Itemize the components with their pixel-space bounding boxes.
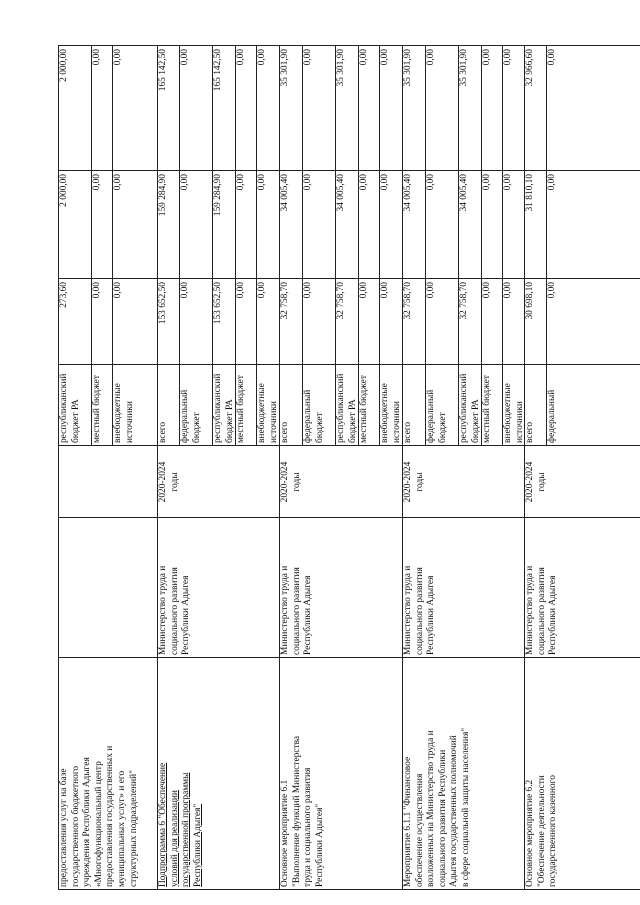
source-label: федеральный (547, 389, 557, 443)
value-2020: 0,00 (257, 282, 267, 299)
value-2021: 0,00 (180, 174, 190, 191)
column-border (58, 889, 640, 890)
value-2021: 0,00 (547, 174, 557, 191)
value-2022: 35 301,90 (336, 49, 346, 87)
value-2020: 30 698,10 (525, 282, 535, 320)
value-2021: 159 284,90 (213, 174, 223, 217)
executor-line: Министерство труда и (158, 565, 168, 655)
source-label: всего (403, 421, 413, 443)
value-2020: 0,00 (303, 282, 313, 299)
source-label: местный бюджет (92, 375, 102, 443)
value-2021: 0,00 (482, 174, 492, 191)
value-2020: 32 758,70 (403, 282, 413, 320)
measure-name-line: структурных подразделений" (128, 770, 139, 887)
value-2022: 0,00 (482, 49, 492, 66)
value-2022: 0,00 (547, 49, 557, 66)
value-2022: 0,00 (303, 49, 313, 66)
measure-name-line: обеспечение осуществления (414, 773, 425, 887)
budget-table (58, 45, 640, 890)
source-label: федеральный (426, 389, 436, 443)
period-line: годы (169, 472, 180, 492)
value-2021: 0,00 (426, 174, 436, 191)
value-2021: 0,00 (113, 174, 123, 191)
value-2022: 0,00 (236, 49, 246, 66)
measure-name-line: предоставления услуг на базе (59, 768, 69, 887)
executor-line: Республики Адыгея (548, 575, 559, 655)
period-line: 2020-2024 (525, 461, 535, 503)
executor-line: социального развития (414, 567, 425, 655)
source-label: бюджет (314, 412, 325, 443)
measure-name-line: Адыгея государственных полномочий (449, 735, 460, 887)
value-2022: 165 142,50 (158, 49, 168, 92)
source-label: бюджет РА (70, 399, 81, 443)
value-2020: 0,00 (547, 282, 557, 299)
period-line: 2020-2024 (158, 461, 168, 503)
value-2021: 0,00 (503, 174, 513, 191)
value-2020: 32 758,70 (459, 282, 469, 320)
executor-line: социального развития (536, 567, 547, 655)
value-2020: 153 652,50 (213, 282, 223, 325)
executor-line: социального развития (169, 567, 180, 655)
measure-name-line: условий для реализации (169, 790, 180, 887)
measure-name-line: муниципальных услуг» и его (117, 770, 127, 887)
measure-name-line: государственного бюджетного (70, 765, 81, 887)
measure-name-line: Основное мероприятие 6.2 (525, 779, 535, 887)
source-label: источники (391, 401, 402, 443)
executor-line: Министерство труда и (525, 565, 535, 655)
source-label: внебюджетные (380, 383, 390, 443)
source-label: местный бюджет (359, 375, 369, 443)
value-2022: 0,00 (380, 49, 390, 66)
value-2022: 0,00 (359, 49, 369, 66)
source-label: внебюджетные (503, 383, 513, 443)
value-2020: 0,00 (503, 282, 513, 299)
measure-name-line: Подпрограмма 6 "Обеспечение (158, 762, 168, 887)
value-2022: 32 966,60 (525, 49, 535, 87)
value-2020: 32 758,70 (280, 282, 290, 320)
value-2021: 0,00 (303, 174, 313, 191)
value-2020: 0,00 (380, 282, 390, 299)
value-2020: 273,60 (59, 282, 69, 308)
value-2022: 0,00 (180, 49, 190, 66)
executor-line: Министерство труда и (280, 565, 290, 655)
period-line: годы (536, 472, 547, 492)
period-line: 2020-2024 (280, 461, 290, 503)
source-label: местный бюджет (236, 375, 246, 443)
value-2021: 34 005,40 (459, 174, 469, 212)
rotated-table-page (58, 45, 640, 890)
executor-line: социального развития (291, 567, 302, 655)
value-2022: 0,00 (113, 49, 123, 66)
source-label: бюджет РА (347, 399, 358, 443)
measure-name-line: "Обеспечение деятельности (536, 775, 547, 887)
value-2022: 35 301,90 (403, 49, 413, 87)
measure-name-line: "Выполнение функций Министерства (291, 735, 302, 887)
column-border (58, 657, 640, 658)
measure-name-line: Мероприятие 6.1.1 "Финансовое (403, 756, 413, 887)
executor-line: Республики Адыгея (303, 575, 314, 655)
value-2020: 0,00 (359, 282, 369, 299)
value-2022: 0,00 (257, 49, 267, 66)
value-2020: 0,00 (426, 282, 436, 299)
value-2020: 0,00 (236, 282, 246, 299)
value-2020: 0,00 (113, 282, 123, 299)
value-2021: 2 000,00 (59, 174, 69, 207)
measure-name-line: государственной программы (181, 772, 192, 887)
source-label: бюджет РА (470, 399, 481, 443)
column-border (58, 45, 640, 46)
value-2021: 159 284,90 (158, 174, 168, 217)
source-label: всего (280, 421, 290, 443)
source-label: федеральный (180, 389, 190, 443)
source-label: бюджет РА (224, 399, 235, 443)
value-2022: 2 000,00 (59, 49, 69, 82)
measure-name-line: Основное мероприятие 6.1 (280, 779, 290, 887)
source-label: республиканский (59, 373, 69, 443)
measure-name-line: Республики Адыгея" (192, 803, 203, 887)
source-label: источники (268, 401, 279, 443)
source-label: республиканский (213, 373, 223, 443)
source-label: федеральный (303, 389, 313, 443)
measure-name-line: в сфере социальной защиты населения" (461, 727, 471, 887)
measure-name-line: предоставления государственных и (105, 745, 116, 887)
executor-line: Министерство труда и (403, 565, 413, 655)
executor-line: Республики Адыгея (426, 575, 437, 655)
value-2021: 34 005,40 (403, 174, 413, 212)
value-2021: 0,00 (92, 174, 102, 191)
period-line: годы (291, 472, 302, 492)
measure-name-line: труда и социального развития (303, 767, 314, 887)
source-label: бюджет (191, 412, 202, 443)
source-label: источники (124, 401, 135, 443)
source-label: всего (158, 421, 168, 443)
value-2020: 0,00 (180, 282, 190, 299)
value-2021: 0,00 (380, 174, 390, 191)
value-2022: 35 301,90 (459, 49, 469, 87)
value-2020: 32 758,70 (336, 282, 346, 320)
source-label: внебюджетные (113, 383, 123, 443)
source-label: республиканский (336, 373, 346, 443)
executor-line: Республики Адыгея (181, 575, 192, 655)
measure-name-line: возложенных на Министерство труда и (426, 730, 437, 887)
measure-name-line: государственного казенного (548, 775, 559, 887)
value-2021: 31 810,10 (525, 174, 535, 212)
value-2021: 0,00 (359, 174, 369, 191)
source-label: внебюджетные (257, 383, 267, 443)
value-2021: 0,00 (236, 174, 246, 191)
value-2020: 0,00 (482, 282, 492, 299)
value-2022: 0,00 (426, 49, 436, 66)
source-label: бюджет (437, 412, 448, 443)
value-2022: 0,00 (503, 49, 513, 66)
source-label: республиканский (459, 373, 469, 443)
source-label: всего (525, 421, 535, 443)
value-2021: 34 005,40 (336, 174, 346, 212)
value-2022: 35 301,90 (280, 49, 290, 87)
period-line: годы (414, 472, 425, 492)
measure-name-line: Республики Адыгея" (314, 803, 325, 887)
value-2021: 34 005,40 (280, 174, 290, 212)
source-label: местный бюджет (482, 375, 492, 443)
measure-name-line: социального развития Республики (437, 749, 448, 887)
value-2020: 153 652,50 (158, 282, 168, 325)
source-label: источники (514, 401, 525, 443)
value-2022: 0,00 (92, 49, 102, 66)
measure-name-line: учреждения Республики Адыгея (82, 757, 93, 887)
period-line: 2020-2024 (403, 461, 413, 503)
value-2021: 0,00 (257, 174, 267, 191)
value-2020: 0,00 (92, 282, 102, 299)
value-2022: 165 142,50 (213, 49, 223, 92)
measure-name-line: «Многофункциональный центр (93, 761, 104, 887)
column-border (58, 517, 640, 518)
